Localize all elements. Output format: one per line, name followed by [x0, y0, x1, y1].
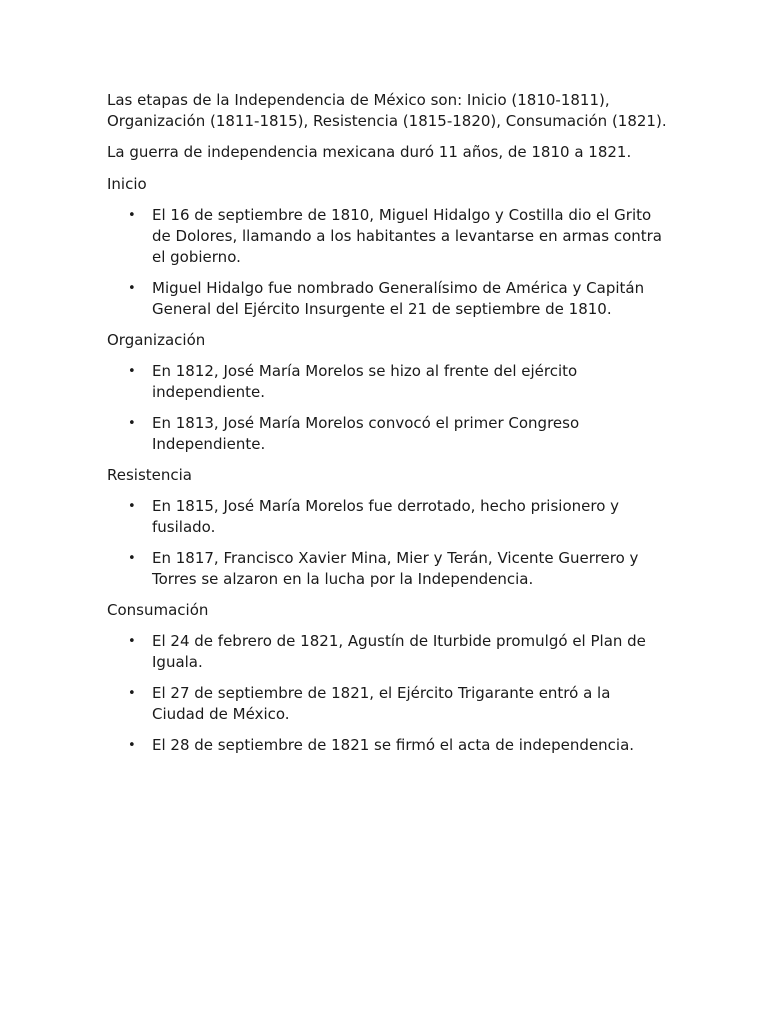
section-consumacion [107, 600, 667, 756]
section-inicio [107, 174, 667, 320]
section-resistencia [107, 465, 667, 590]
bullet-list [107, 205, 667, 320]
bullet-list [107, 361, 667, 455]
bullet-list [107, 631, 667, 756]
section-organizacion [107, 330, 667, 455]
section-heading: Inicio [107, 175, 147, 193]
intro-paragraph: Las etapas de la Independencia de México son: Inicio (1810-1811), Organización (1811-1815), Resistencia (1815-1820), Consumación (1821). [107, 91, 667, 130]
section-heading: Resistencia [107, 466, 192, 484]
section-heading: Consumación [107, 601, 209, 619]
list-item: • El 24 de febrero de 1821, Agustín de Iturbide promulgó el Plan de Iguala. [152, 631, 667, 673]
bullet-list [107, 496, 667, 590]
list-item: • Miguel Hidalgo fue nombrado Generalísimo de América y Capitán General del Ejército Insurgente el 21 de septiembre de 1810. [152, 278, 667, 320]
list-item: • El 16 de septiembre de 1810, Miguel Hidalgo y Costilla dio el Grito de Dolores, llamando a los habitantes a levantarse en armas contra el gobierno. [152, 205, 667, 268]
section-heading: Organización [107, 331, 206, 349]
document-page [107, 90, 667, 766]
list-item: • En 1817, Francisco Xavier Mina, Mier y Terán, Vicente Guerrero y Torres se alzaron en la lucha por la Independencia. [152, 548, 667, 590]
duration-paragraph: La guerra de independencia mexicana duró 11 años, de 1810 a 1821. [107, 143, 632, 161]
list-item: • El 28 de septiembre de 1821 se firmó el acta de independencia. [152, 735, 667, 756]
list-item: • En 1812, José María Morelos se hizo al frente del ejército independiente. [152, 361, 667, 403]
list-item: • En 1815, José María Morelos fue derrotado, hecho prisionero y fusilado. [152, 496, 667, 538]
list-item: • En 1813, José María Morelos convocó el primer Congreso Independiente. [152, 413, 667, 455]
list-item: • El 27 de septiembre de 1821, el Ejército Trigarante entró a la Ciudad de México. [152, 683, 667, 725]
